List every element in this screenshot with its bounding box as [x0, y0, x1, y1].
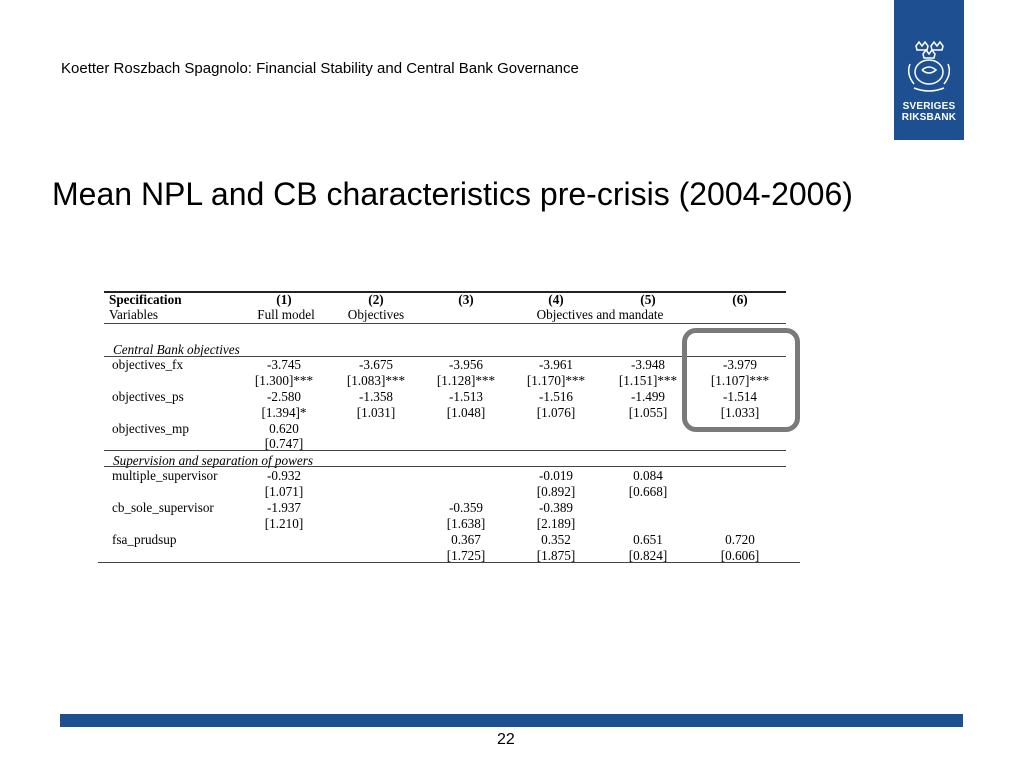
row-label: cb_sole_supervisor: [112, 500, 214, 515]
table-cell: [1.394]*: [261, 405, 307, 420]
table-cell: [2.189]: [536, 516, 576, 531]
section-2-rule: [104, 466, 786, 467]
row-label: objectives_mp: [112, 421, 189, 436]
header-col-4: (4): [548, 292, 564, 307]
table-cell: 0.651: [633, 532, 663, 547]
table-cell: [1.875]: [536, 548, 576, 563]
logo-line-1: SVERIGES: [902, 101, 956, 112]
table-cell: -2.580: [266, 389, 302, 404]
table-cell: [0.606]: [720, 548, 760, 563]
riksbank-logo: [894, 0, 964, 140]
table-cell: -0.932: [266, 468, 302, 483]
section-2-top-rule: [104, 450, 786, 451]
table-cell: [1.170]***: [526, 373, 586, 388]
table-cell: [0.824]: [628, 548, 668, 563]
table-cell: -3.675: [358, 357, 394, 372]
row-label: objectives_ps: [112, 389, 184, 404]
table-cell: [1.107]***: [710, 373, 770, 388]
table-cell: [0.892]: [536, 484, 576, 499]
header-col-5: (5): [640, 292, 656, 307]
table-cell: [1.210]: [264, 516, 304, 531]
header-col-6: (6): [732, 292, 748, 307]
table-cell: -0.019: [538, 468, 574, 483]
table-cell: [1.300]***: [254, 373, 314, 388]
riksbank-emblem-icon: [902, 40, 956, 94]
table-cell: -1.513: [448, 389, 484, 404]
header-col-3: (3): [458, 292, 474, 307]
logo-line-2: RIKSBANK: [901, 112, 957, 123]
table-cell: -1.514: [722, 389, 758, 404]
table-cell: [1.638]: [446, 516, 486, 531]
header-col-1: (1): [276, 292, 292, 307]
table-cell: -3.956: [448, 357, 484, 372]
table-cell: 0.352: [541, 532, 571, 547]
table-bottom-rule: [98, 562, 800, 563]
header-full-model: Full model: [257, 307, 315, 322]
slide-title: Mean NPL and CB characteristics pre-crisis (2004-2006): [52, 176, 853, 212]
table-cell: 0.620: [269, 421, 299, 436]
table-cell: -3.979: [722, 357, 758, 372]
table-cell: -0.389: [538, 500, 574, 515]
page-number: 22: [497, 731, 515, 748]
table-cell: -1.499: [630, 389, 666, 404]
header-specification: Specification: [109, 292, 182, 307]
table-cell: [1.048]: [446, 405, 486, 420]
row-label: objectives_fx: [112, 357, 184, 372]
table-cell: [1.033]: [720, 405, 760, 420]
section-supervision: Supervision and separation of powers: [113, 453, 314, 468]
header-objectives-and-mandate: Objectives and mandate: [536, 307, 664, 322]
table-cell: -3.961: [538, 357, 574, 372]
table-cell: -3.745: [266, 357, 302, 372]
footer-bar: [60, 714, 963, 727]
table-cell: [1.083]***: [346, 373, 406, 388]
header-objectives: Objectives: [347, 307, 405, 322]
header-col-2: (2): [368, 292, 384, 307]
table-cell: [1.031]: [356, 405, 396, 420]
row-label: fsa_prudsup: [112, 532, 177, 547]
table-cell: [1.151]***: [618, 373, 678, 388]
table-cell: -1.516: [538, 389, 574, 404]
table-cell: 0.720: [725, 532, 755, 547]
row-label: multiple_supervisor: [112, 468, 218, 483]
table-cell: -0.359: [448, 500, 484, 515]
header-bottom-rule: [104, 323, 786, 324]
table-cell: [1.055]: [628, 405, 668, 420]
table-cell: [0.668]: [628, 484, 668, 499]
table-cell: [1.128]***: [436, 373, 496, 388]
column-6-highlight-circle: [682, 328, 800, 432]
header-variables: Variables: [109, 307, 159, 322]
table-cell: [1.725]: [446, 548, 486, 563]
table-cell: 0.084: [633, 468, 663, 483]
table-cell: -1.358: [358, 389, 394, 404]
table-cell: 0.367: [451, 532, 481, 547]
logo-text: [894, 101, 964, 123]
header-text: Koetter Roszbach Spagnolo: Financial Stability and Central Bank Governance: [61, 60, 579, 77]
section-central-bank-objectives: Central Bank objectives: [113, 342, 240, 357]
table-cell: [1.071]: [264, 484, 304, 499]
table-cell: [0.747]: [264, 436, 304, 451]
table-cell: -1.937: [266, 500, 302, 515]
table-cell: [1.076]: [536, 405, 576, 420]
table-cell: -3.948: [630, 357, 666, 372]
